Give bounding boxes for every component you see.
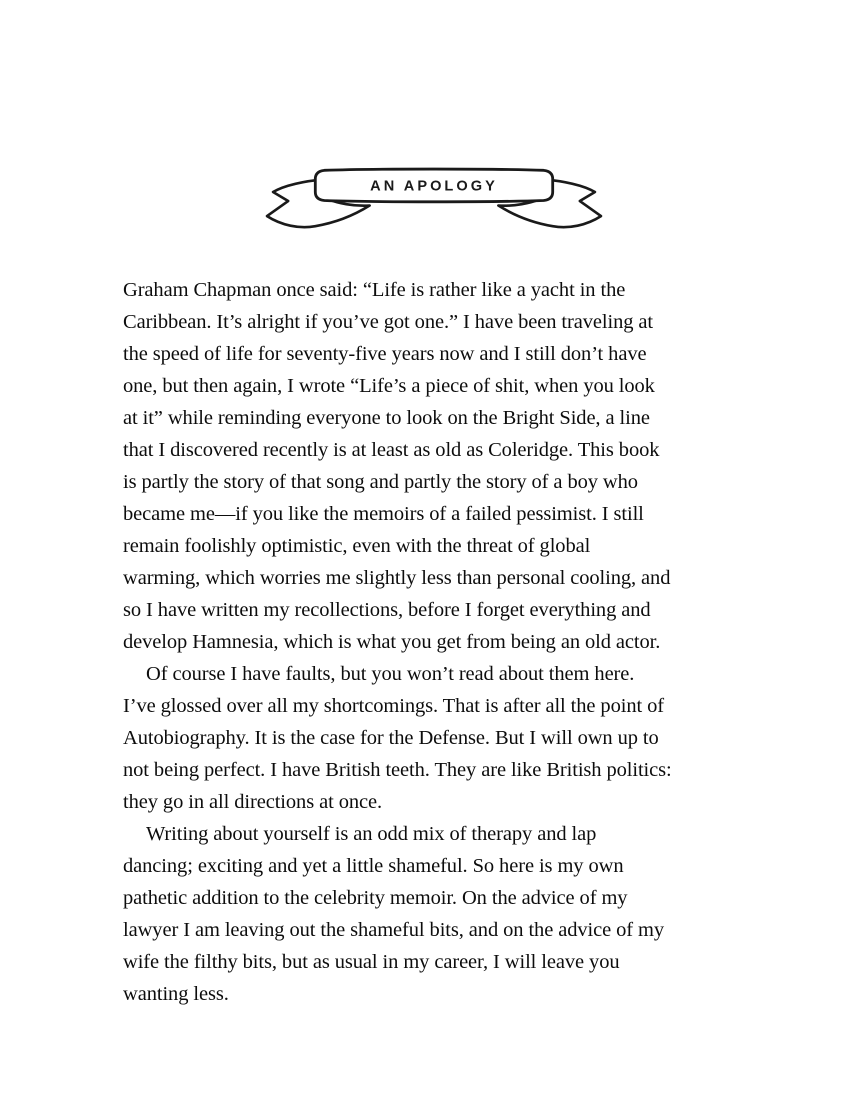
ribbon-banner-icon: [263, 164, 605, 232]
text-line: Autobiography. It is the case for the Defense. But I will own up to: [123, 727, 659, 749]
text-line: is partly the story of that song and partly the story of a boy who: [123, 471, 638, 493]
text-line: develop Hamnesia, which is what you get from being an old actor.: [123, 631, 661, 653]
text-line: wife the filthy bits, but as usual in my career, I will leave you: [123, 951, 620, 973]
text-line: so I have written my recollections, before I forget everything and: [123, 599, 651, 621]
chapter-heading-banner: [263, 164, 605, 232]
paragraph: [123, 658, 768, 818]
text-line: Caribbean. It’s alright if you’ve got one.” I have been traveling at: [123, 311, 653, 333]
body-text: [123, 274, 768, 1010]
text-line: remain foolishly optimistic, even with the threat of global: [123, 535, 591, 557]
text-line: one, but then again, I wrote “Life’s a piece of shit, when you look: [123, 375, 655, 397]
text-line: Graham Chapman once said: “Life is rather like a yacht in the: [123, 279, 626, 301]
text-line: I’ve glossed over all my shortcomings. That is after all the point of: [123, 695, 664, 717]
chapter-title: AN APOLOGY: [370, 178, 498, 195]
text-line: lawyer I am leaving out the shameful bits, and on the advice of my: [123, 919, 665, 941]
paragraph: [123, 818, 768, 1010]
text-line: pathetic addition to the celebrity memoir. On the advice of my: [123, 887, 628, 909]
text-line: that I discovered recently is at least as old as Coleridge. This book: [123, 439, 660, 461]
text-line: not being perfect. I have British teeth. They are like British politics:: [123, 759, 672, 781]
paragraph: [123, 274, 768, 658]
text-line: Writing about yourself is an odd mix of therapy and lap: [146, 823, 597, 845]
text-line: became me—if you like the memoirs of a failed pessimist. I still: [123, 503, 644, 525]
text-line: the speed of life for seventy-five years now and I still don’t have: [123, 343, 647, 365]
text-line: at it” while reminding everyone to look on the Bright Side, a line: [123, 407, 650, 429]
text-line: wanting less.: [123, 983, 229, 1005]
text-line: Of course I have faults, but you won’t read about them here.: [146, 663, 635, 685]
text-line: they go in all directions at once.: [123, 791, 383, 813]
text-line: dancing; exciting and yet a little shameful. So here is my own: [123, 855, 624, 877]
text-line: warming, which worries me slightly less than personal cooling, and: [123, 567, 671, 589]
